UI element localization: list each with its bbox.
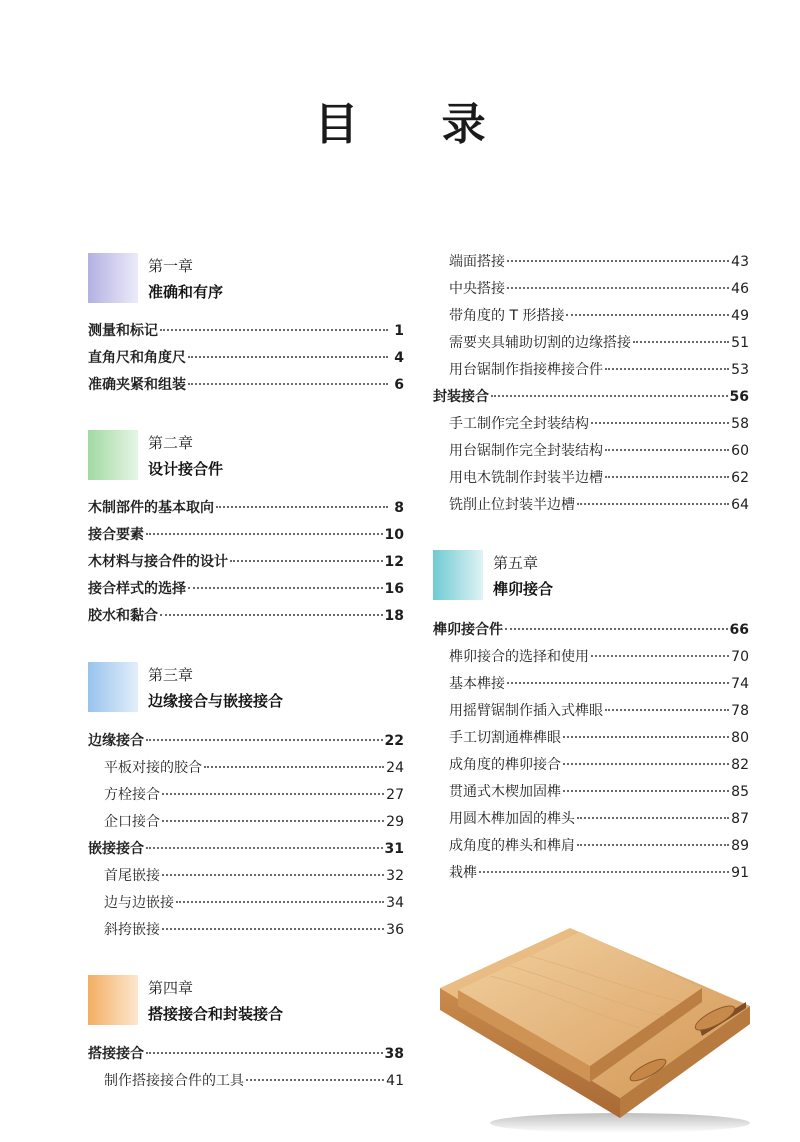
- entry-page: 56: [729, 389, 749, 405]
- chapter-title: 榫卯接合: [493, 580, 554, 598]
- entry-page: 6: [394, 377, 404, 393]
- leader-dots: [216, 506, 388, 508]
- entry-page: 24: [386, 760, 404, 776]
- entry-page: 10: [384, 527, 404, 543]
- entry-page: 64: [731, 497, 749, 513]
- entry-page: 87: [731, 811, 749, 827]
- page-title: 目 录: [314, 99, 520, 150]
- entry-title: 栽榫: [449, 865, 477, 881]
- chapter-1-swatch: [88, 253, 138, 303]
- entry-page: 4: [394, 350, 404, 366]
- entry-page: 27: [386, 787, 404, 803]
- leader-dots: [577, 844, 729, 846]
- entry-page: 32: [386, 868, 404, 884]
- entry-page: 58: [731, 416, 749, 432]
- chapter-1-heading[interactable]: [88, 253, 388, 303]
- toc-entry[interactable]: [433, 620, 749, 640]
- entry-page: 46: [731, 281, 749, 297]
- chapter-4-swatch: [88, 975, 138, 1025]
- leader-dots: [577, 817, 729, 819]
- entry-title: 搭接接合: [88, 1046, 144, 1062]
- toc-entry[interactable]: [88, 839, 404, 859]
- entry-page: 70: [731, 649, 749, 665]
- entry-page: 66: [729, 622, 749, 638]
- chapter-title: 准确和有序: [148, 283, 224, 301]
- chapter-4-heading[interactable]: [88, 975, 388, 1025]
- leader-dots: [507, 682, 729, 684]
- entry-page: 62: [731, 470, 749, 486]
- entry-title: 边缘接合: [88, 733, 144, 749]
- entry-page: 43: [731, 254, 749, 270]
- chapter-title: 边缘接合与嵌接接合: [148, 692, 284, 710]
- entry-title: 榫卯接合的选择和使用: [449, 649, 589, 665]
- entry-page: 12: [384, 554, 404, 570]
- chapter-3-swatch: [88, 662, 138, 712]
- toc-entry[interactable]: [449, 782, 749, 802]
- leader-dots: [146, 533, 383, 535]
- leader-dots: [563, 736, 729, 738]
- toc-entry[interactable]: [104, 866, 404, 886]
- entry-page: 51: [731, 335, 749, 351]
- entry-page: 74: [731, 676, 749, 692]
- toc-entry[interactable]: [449, 863, 749, 883]
- entry-title: 手工切割通榫榫眼: [449, 730, 561, 746]
- toc-entry[interactable]: [104, 812, 404, 832]
- leader-dots: [591, 655, 729, 657]
- chapter-number: 第五章: [493, 554, 539, 572]
- toc-entry[interactable]: [449, 468, 749, 488]
- entry-page: 53: [731, 362, 749, 378]
- toc-entry[interactable]: [449, 441, 749, 461]
- entry-title: 铣削止位封装半边槽: [449, 497, 575, 513]
- toc-entry[interactable]: [88, 375, 404, 395]
- entry-title: 木材料与接合件的设计: [88, 554, 228, 570]
- entry-title: 木制部件的基本取向: [88, 500, 214, 516]
- leader-dots: [188, 383, 388, 385]
- entry-title: 中央搭接: [449, 281, 505, 297]
- entry-title: 成角度的榫头和榫肩: [449, 838, 575, 854]
- toc-entry[interactable]: [449, 755, 749, 775]
- entry-title: 斜挎嵌接: [104, 922, 160, 938]
- entry-title: 贯通式木楔加固榫: [449, 784, 561, 800]
- toc-entry[interactable]: [88, 321, 404, 341]
- chapter-3-heading[interactable]: [88, 662, 388, 712]
- leader-dots: [162, 793, 384, 795]
- entry-page: 29: [386, 814, 404, 830]
- chapter-title: 搭接接合和封装接合: [148, 1005, 284, 1023]
- entry-page: 8: [394, 500, 404, 516]
- entry-page: 91: [731, 865, 749, 881]
- entry-page: 41: [386, 1073, 404, 1089]
- entry-page: 34: [386, 895, 404, 911]
- leader-dots: [204, 766, 384, 768]
- entry-title: 成角度的榫卯接合: [449, 757, 561, 773]
- entry-title: 用台锯制作完全封装结构: [449, 443, 603, 459]
- leader-dots: [491, 395, 728, 397]
- chapter-number: 第四章: [148, 979, 194, 997]
- toc-entry[interactable]: [88, 731, 404, 751]
- toc-entry[interactable]: [449, 279, 749, 299]
- chapter-2-swatch: [88, 430, 138, 480]
- leader-dots: [507, 287, 729, 289]
- entry-page: 78: [731, 703, 749, 719]
- entry-page: 22: [384, 733, 404, 749]
- entry-page: 38: [384, 1046, 404, 1062]
- entry-title: 企口接合: [104, 814, 160, 830]
- chapter-number: 第三章: [148, 666, 194, 684]
- leader-dots: [577, 503, 729, 505]
- leader-dots: [160, 614, 383, 616]
- entry-title: 直角尺和角度尺: [88, 350, 186, 366]
- toc-entry[interactable]: [433, 387, 749, 407]
- leader-dots: [479, 871, 729, 873]
- entry-page: 89: [731, 838, 749, 854]
- entry-title: 首尾嵌接: [104, 868, 160, 884]
- toc-entry[interactable]: [449, 647, 749, 667]
- leader-dots: [162, 928, 384, 930]
- entry-title: 用台锯制作指接榫接合件: [449, 362, 603, 378]
- toc-entry[interactable]: [449, 728, 749, 748]
- toc-entry[interactable]: [449, 360, 749, 380]
- leader-dots: [633, 341, 729, 343]
- entry-page: 80: [731, 730, 749, 746]
- chapter-number: 第二章: [148, 434, 194, 452]
- entry-page: 60: [731, 443, 749, 459]
- entry-title: 制作搭接接合件的工具: [104, 1073, 244, 1089]
- entry-title: 测量和标记: [88, 323, 158, 339]
- leader-dots: [176, 901, 384, 903]
- chapter-title: 设计接合件: [148, 460, 224, 478]
- toc-entry[interactable]: [88, 348, 404, 368]
- toc-entry[interactable]: [449, 836, 749, 856]
- leader-dots: [507, 260, 729, 262]
- leader-dots: [160, 329, 388, 331]
- leader-dots: [591, 422, 729, 424]
- toc-entry[interactable]: [449, 674, 749, 694]
- leader-dots: [605, 449, 729, 451]
- entry-title: 边与边嵌接: [104, 895, 174, 911]
- toc-entry[interactable]: [104, 920, 404, 940]
- toc-entry[interactable]: [104, 1071, 404, 1091]
- entry-title: 端面搭接: [449, 254, 505, 270]
- chapter-5-swatch: [433, 550, 483, 600]
- entry-title: 方栓接合: [104, 787, 160, 803]
- entry-page: 82: [731, 757, 749, 773]
- toc-entry[interactable]: [88, 1044, 404, 1064]
- entry-title: 需要夹具辅助切割的边缘搭接: [449, 335, 631, 351]
- toc-entry[interactable]: [449, 495, 749, 515]
- entry-page: 31: [384, 841, 404, 857]
- leader-dots: [162, 820, 384, 822]
- toc-entry[interactable]: [449, 252, 749, 272]
- leader-dots: [188, 587, 383, 589]
- entry-title: 胶水和黏合: [88, 608, 158, 624]
- leader-dots: [563, 790, 729, 792]
- toc-entry[interactable]: [88, 579, 404, 599]
- chapter-2-heading[interactable]: [88, 430, 388, 480]
- entry-page: 16: [384, 581, 404, 597]
- entry-title: 榫卯接合件: [433, 622, 503, 638]
- toc-entry[interactable]: [449, 306, 749, 326]
- leader-dots: [246, 1079, 384, 1081]
- toc-entry[interactable]: [88, 606, 404, 626]
- entry-title: 手工制作完全封装结构: [449, 416, 589, 432]
- leader-dots: [188, 356, 388, 358]
- entry-title: 平板对接的胶合: [104, 760, 202, 776]
- entry-page: 85: [731, 784, 749, 800]
- chapter-number: 第一章: [148, 257, 194, 275]
- entry-title: 准确夹紧和组装: [88, 377, 186, 393]
- wooden-board-illustration: [430, 918, 760, 1138]
- leader-dots: [505, 628, 728, 630]
- entry-title: 接合要素: [88, 527, 144, 543]
- entry-title: 封装接合: [433, 389, 489, 405]
- toc-entry[interactable]: [88, 498, 404, 518]
- leader-dots: [146, 1052, 383, 1054]
- toc-entry[interactable]: [88, 525, 404, 545]
- entry-title: 用圆木榫加固的榫头: [449, 811, 575, 827]
- leader-dots: [605, 368, 729, 370]
- toc-entry[interactable]: [104, 758, 404, 778]
- entry-page: 1: [394, 323, 404, 339]
- toc-entry[interactable]: [449, 414, 749, 434]
- toc-entry[interactable]: [449, 701, 749, 721]
- toc-entry[interactable]: [449, 809, 749, 829]
- entry-page: 18: [384, 608, 404, 624]
- entry-title: 嵌接接合: [88, 841, 144, 857]
- entry-title: 用摇臂锯制作插入式榫眼: [449, 703, 603, 719]
- leader-dots: [566, 314, 729, 316]
- leader-dots: [230, 560, 383, 562]
- leader-dots: [605, 709, 729, 711]
- leader-dots: [146, 739, 383, 741]
- leader-dots: [162, 874, 384, 876]
- entry-title: 带角度的 T 形搭接: [449, 308, 565, 324]
- entry-title: 用电木铣制作封装半边槽: [449, 470, 603, 486]
- leader-dots: [146, 847, 383, 849]
- leader-dots: [605, 476, 729, 478]
- toc-entry[interactable]: [449, 333, 749, 353]
- toc-entry[interactable]: [88, 552, 404, 572]
- toc-entry[interactable]: [104, 893, 404, 913]
- leader-dots: [563, 763, 729, 765]
- chapter-5-heading[interactable]: [433, 550, 733, 600]
- entry-page: 36: [386, 922, 404, 938]
- toc-entry[interactable]: [104, 785, 404, 805]
- entry-page: 49: [731, 308, 749, 324]
- entry-title: 基本榫接: [449, 676, 505, 692]
- entry-title: 接合样式的选择: [88, 581, 186, 597]
